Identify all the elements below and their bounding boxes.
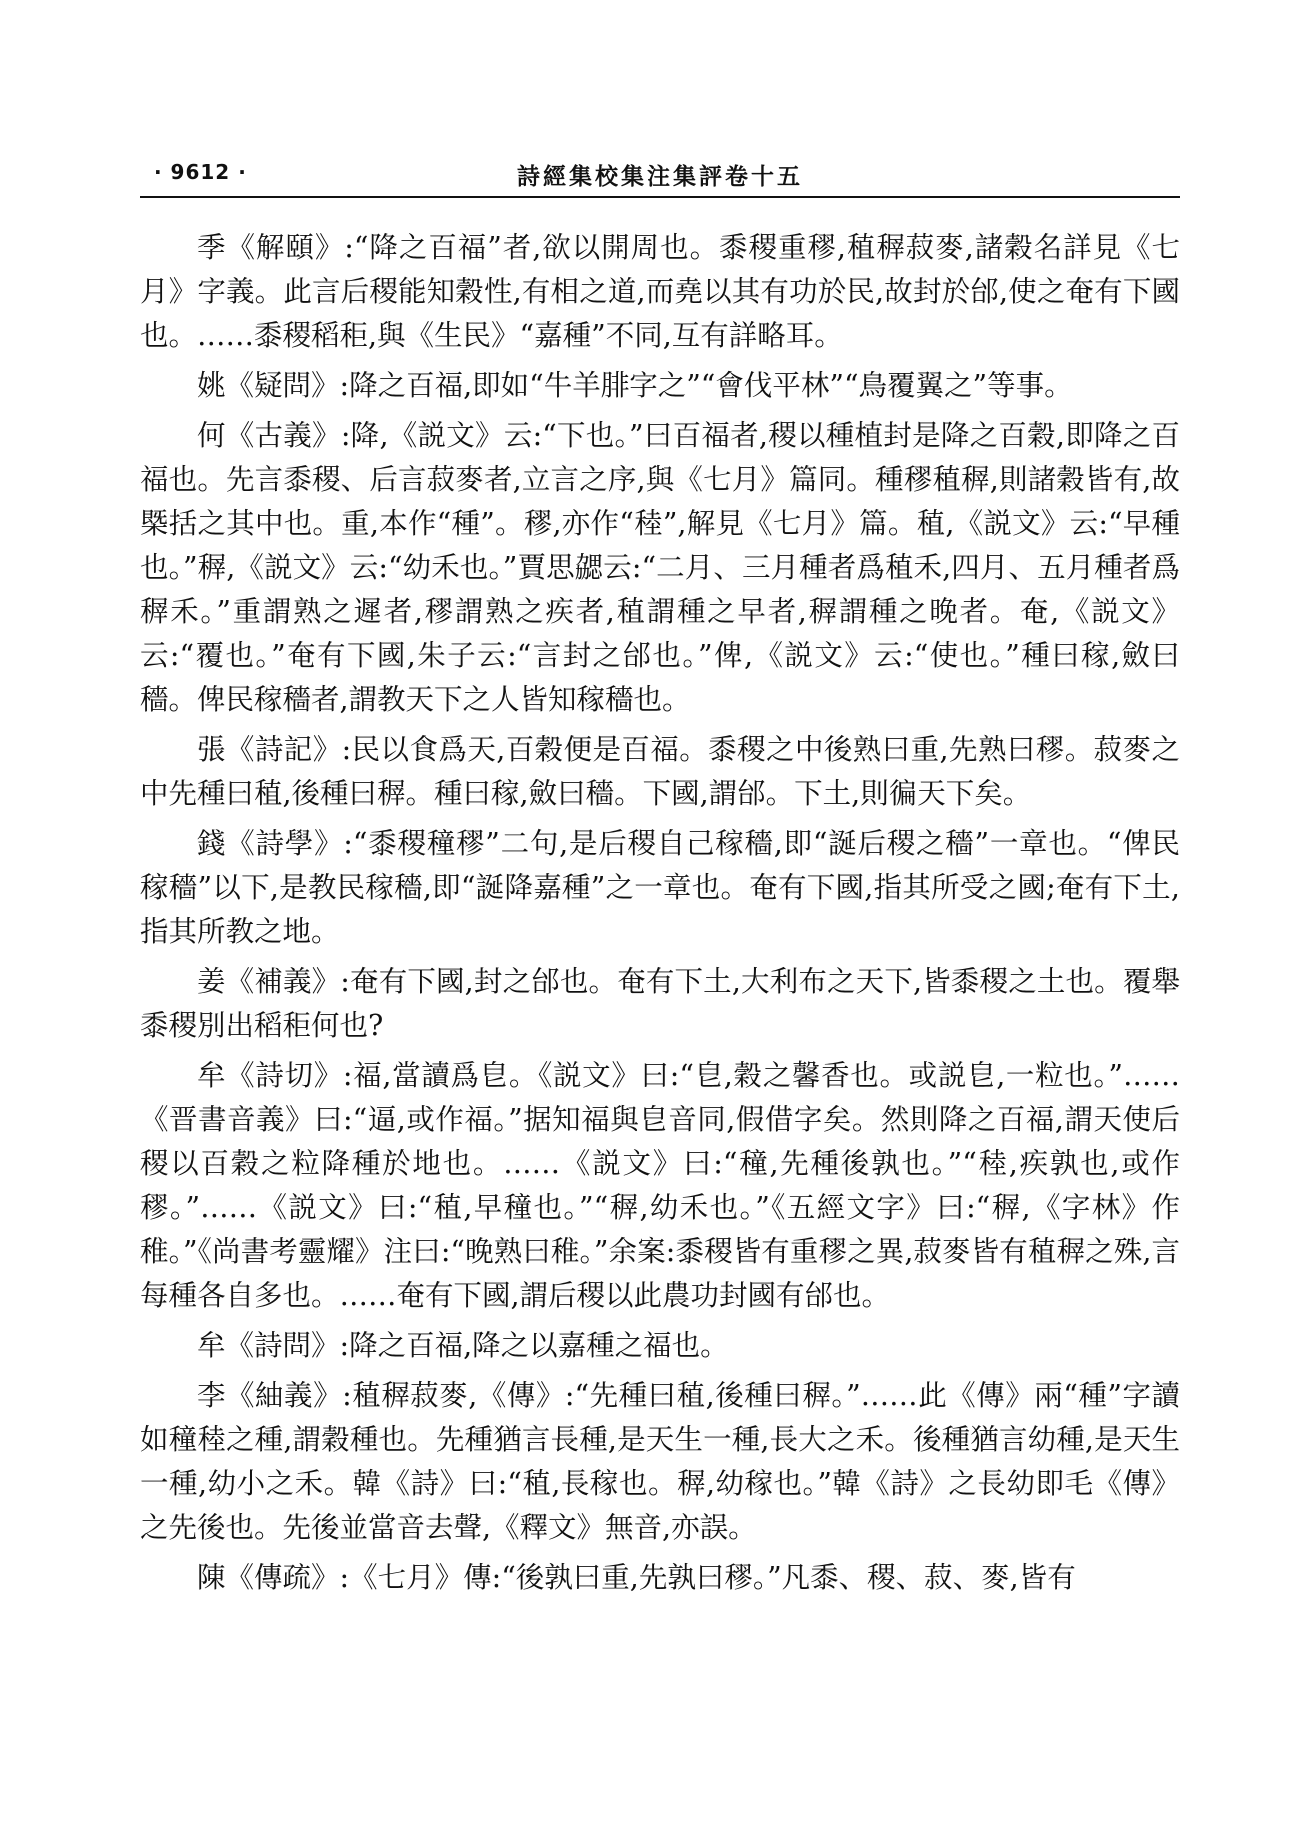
running-title: 詩經集校集注集評卷十五	[517, 163, 803, 190]
paragraph: 姚《疑問》:降之百福,即如“牛羊腓字之”“會伐平林”“鳥覆翼之”等事。	[197, 369, 1073, 402]
paragraph: 錢《詩學》:“黍稷穜穋”二句,是后稷自己稼穡,即“誕后稷之穡”一章也。“俾民稼穡”以下,是教民稼穡,即“誕降嘉種”之一章也。奄有下國,指其所受之國;奄有下土,指其所教之地。	[140, 827, 1180, 948]
page-number: · 9612 ·	[154, 160, 247, 184]
paragraph: 何《古義》:降,《説文》云:“下也。”曰百福者,稷以種植封是降之百穀,即降之百福也。先言黍稷、后言菽麥者,立言之序,與《七月》篇同。種穋稙稺,則諸穀皆有,故槩括之其中也。重,本作“種”。穋,亦作“稑”,解見《七月》篇。稙,《説文》云:“早種也。”稺,《説文》云:“幼禾也。”賈思勰云:“二月、三月種者爲稙禾,四月、五月種者爲稺禾。”重謂熟之遲者,穋謂熟之疾者,稙謂種之早者,稺謂種之晚者。奄,《説文》云:“覆也。”奄有下國,朱子云:“言封之邰也。”俾,《説文》云:“使也。”種曰稼,斂曰穡。俾民稼穡者,謂教天下之人皆知稼穡也。	[140, 419, 1180, 716]
paragraph: 陳《傳疏》:《七月》傳:“後孰曰重,先孰曰穋。”凡黍、稷、菽、麥,皆有	[197, 1561, 1076, 1594]
body-text	[140, 226, 1180, 1606]
paragraph: 牟《詩問》:降之百福,降之以嘉種之福也。	[197, 1329, 729, 1362]
header-rule	[140, 196, 1180, 198]
paragraph: 季《解頤》:“降之百福”者,欲以開周也。黍稷重穋,稙稺菽麥,諸穀名詳見《七月》字義。此言后稷能知穀性,有相之道,而堯以其有功於民,故封於邰,使之奄有下國也。……黍稷稻秬,與《生民》“嘉種”不同,互有詳略耳。	[140, 231, 1180, 352]
paragraph: 張《詩記》:民以食爲天,百穀便是百福。黍稷之中後熟曰重,先熟曰穋。菽麥之中先種曰稙,後種曰稺。種曰稼,斂曰穡。下國,謂邰。下土,則徧天下矣。	[140, 733, 1180, 810]
paragraph: 姜《補義》:奄有下國,封之邰也。奄有下土,大利布之天下,皆黍稷之土也。覆舉黍稷別出稻秬何也?	[140, 965, 1180, 1042]
page-header	[140, 158, 1180, 198]
paragraph: 牟《詩切》:福,當讀爲皀。《説文》曰:“皀,穀之馨香也。或説皀,一粒也。”……《晋書音義》曰:“逼,或作福。”据知福與皀音同,假借字矣。然則降之百福,謂天使后稷以百穀之粒降種於地也。……《説文》曰:“穜,先種後孰也。”“稑,疾孰也,或作穋。”……《説文》曰:“稙,早穜也。”“稺,幼禾也。”《五經文字》曰:“稺,《字林》作稚。”《尚書考靈耀》注曰:“晚熟曰稚。”余案:黍稷皆有重穋之異,菽麥皆有稙稺之殊,言每種各自多也。……奄有下國,謂后稷以此農功封國有邰也。	[140, 1059, 1180, 1312]
paragraph: 李《紬義》:稙稺菽麥,《傳》:“先種曰稙,後種曰稺。”……此《傳》兩“種”字讀如穜稑之種,謂穀種也。先種猶言長種,是天生一種,長大之禾。後種猶言幼種,是天生一種,幼小之禾。韓《詩》曰:“稙,長稼也。稺,幼稼也。”韓《詩》之長幼即毛《傳》之先後也。先後並當音去聲,《釋文》無音,亦誤。	[140, 1379, 1180, 1544]
